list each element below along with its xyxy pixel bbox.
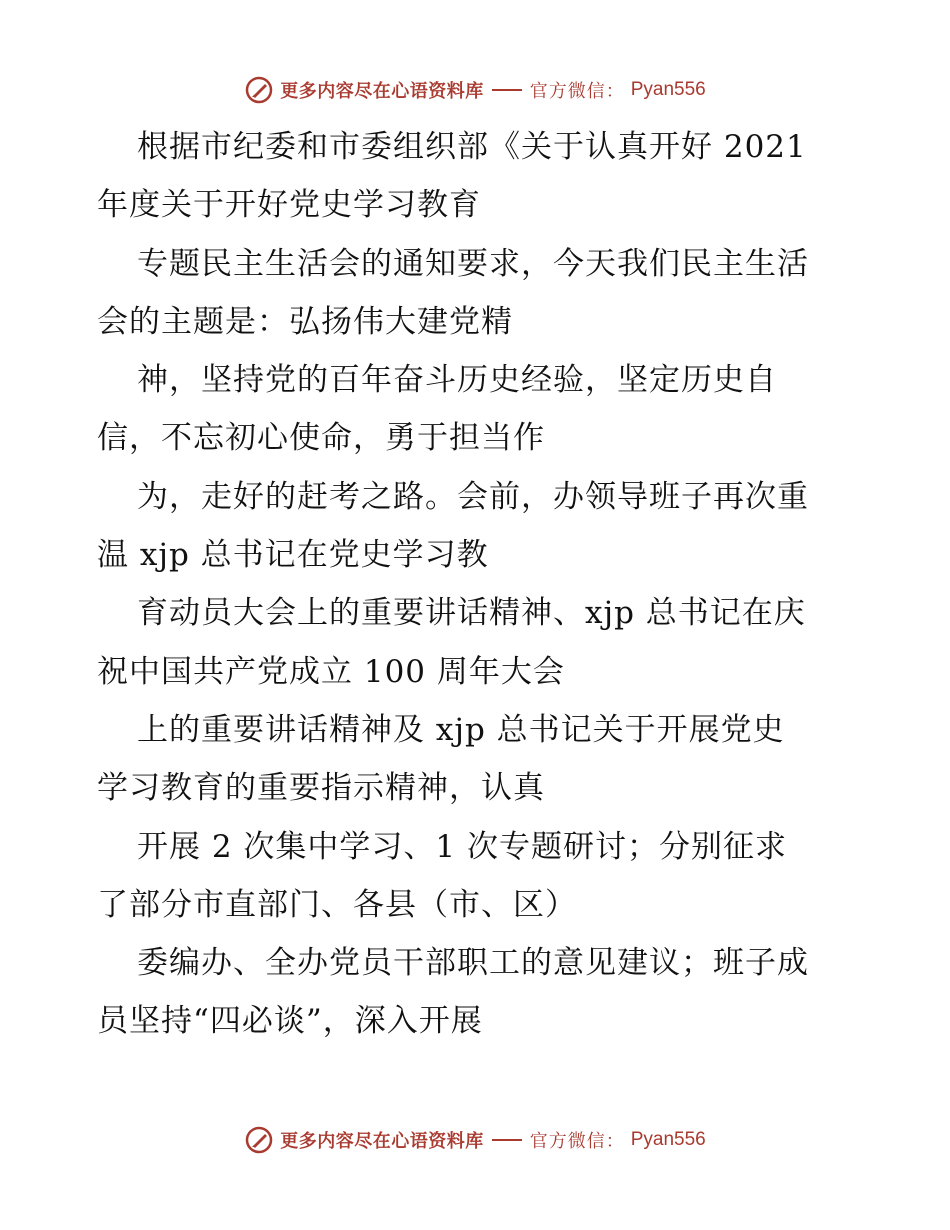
text-line: 根据市纪委和市委组织部《关于认真开好 2021 bbox=[137, 129, 807, 165]
text-line: 会的主题是：弘扬伟大建党精 bbox=[97, 303, 513, 340]
banner-wechat-label: 官方微信： bbox=[529, 1131, 625, 1152]
footer-banner[interactable] bbox=[0, 1120, 950, 1160]
header-banner[interactable] bbox=[0, 70, 950, 110]
banner-divider bbox=[492, 89, 522, 91]
quill-circle-icon bbox=[244, 75, 274, 105]
text-line: 育动员大会上的重要讲话精神、xjp 总书记在庆 bbox=[137, 595, 806, 632]
text-line: 神，坚持党的百年奋斗历史经验，坚定历史自 bbox=[137, 362, 777, 399]
text-line: 祝中国共产党成立 100 周年大会 bbox=[97, 653, 565, 690]
quill-circle-icon bbox=[244, 1125, 274, 1155]
banner-divider bbox=[492, 1139, 522, 1141]
text-line: 委编办、全办党员干部职工的意见建议；班子成 bbox=[137, 945, 809, 982]
text-line: 信，不忘初心使命，勇于担当作 bbox=[97, 420, 545, 457]
banner-wechat-id: Pyan556 bbox=[630, 1129, 706, 1150]
text-line: 上的重要讲话精神及 xjp 总书记关于开展党史 bbox=[137, 711, 785, 748]
banner-wechat-label: 官方微信： bbox=[529, 81, 625, 102]
banner-title: 更多内容尽在心语资料库 bbox=[280, 81, 484, 102]
text-line: 为，走好的赶考之路。会前，办领导班子再次重 bbox=[137, 478, 809, 515]
text-line: 温 xjp 总书记在党史学习教 bbox=[97, 537, 489, 574]
text-line: 开展 2 次集中学习、1 次专题研讨；分别征求 bbox=[137, 828, 788, 865]
text-line: 学习教育的重要指示精神，认真 bbox=[97, 770, 545, 807]
banner-title: 更多内容尽在心语资料库 bbox=[280, 1131, 484, 1152]
text-line: 员坚持“四必谈”，深入开展 bbox=[97, 1003, 483, 1040]
banner-wechat-id: Pyan556 bbox=[630, 79, 706, 100]
document-body bbox=[97, 118, 857, 1051]
text-line: 年度关于开好党史学习教育 bbox=[97, 187, 481, 224]
text-line: 专题民主生活会的通知要求，今天我们民主生活 bbox=[137, 245, 809, 282]
text-line: 了部分市直部门、各县（市、区） bbox=[97, 886, 577, 923]
